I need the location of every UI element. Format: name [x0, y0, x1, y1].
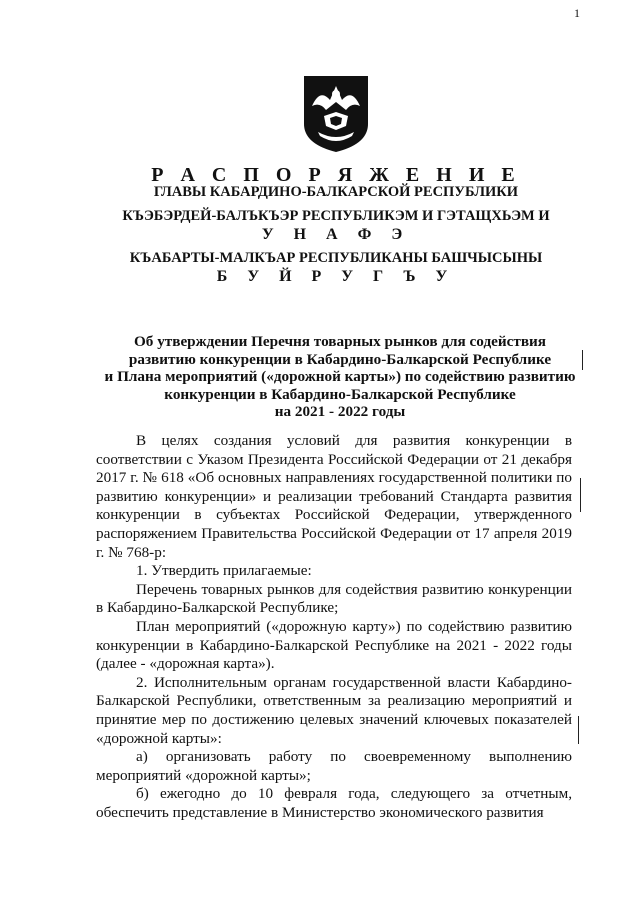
paragraph-item-2: 2. Исполнительным органам государственной власти Кабардино-Балкарской Республики, ответственным за реализацию мероприятий и принятие мер по достижению целевых значений ключевых показателей «дорожной карты»: [96, 673, 572, 747]
balkar-title-line1: КЪАБАРТЫ-МАЛКЪАР РЕСПУБЛИКАНЫ БАШЧЫСЫНЫ [129, 250, 543, 266]
paragraph-preamble: В целях создания условий для развития конкуренции в соответствии с Указом Президента Российской Федерации от 21 декабря 2017 г. № 618 «Об основных направлениях государственной политики по развитию конкуренции» и реализации требований Стандарта развития конкуренции в субъектах Российской Федерации, утвержденного распоряжением Правительства Российской Федерации от 17 апреля 2019 г. № 768-р: [96, 432, 572, 561]
subject-line: развитию конкуренции в Кабардино-Балкарской Республике [128, 350, 552, 368]
kabardian-title-line1: КЪЭБЭРДЕЙ-БАЛЪКЪЭР РЕСПУБЛИКЭМ И ГЭТАЩХЬЭМ И [122, 208, 550, 224]
subject-line: конкуренции в Кабардино-Балкарской Республике [164, 385, 516, 403]
paragraph-road-map: План мероприятий («дорожную карту») по содействию развитию конкуренции в Кабардино-Балкарской Республике на 2021 - 2022 годы (далее - «дорожная карта»). [96, 617, 572, 673]
paragraph-item-2b: б) ежегодно до 10 февраля года, следующего за отчетным, обеспечить представление в Министерство экономического развития [96, 785, 572, 821]
margin-mark [582, 350, 583, 370]
subject-line: Об утверждении Перечня товарных рынков для содействия [133, 333, 547, 350]
kabardian-title-line2: У Н А Ф Э [261, 226, 411, 243]
balkar-title-line2: Б У Й Р У Г Ъ У [216, 268, 456, 285]
coat-of-arms-icon [300, 72, 372, 154]
document-subject [80, 333, 600, 421]
margin-mark [578, 716, 579, 744]
subject-line: на 2021 - 2022 годы [274, 403, 406, 420]
document-title: Р А С П О Р Я Ж Е Н И Е [151, 164, 521, 186]
page-marker: 1 [574, 6, 580, 20]
document-body [96, 432, 572, 822]
paragraph-item-1: 1. Утвердить прилагаемые: [136, 562, 312, 580]
subject-line: и Плана мероприятий («дорожной карты») по содействию развитию [104, 368, 576, 385]
paragraph-item-2a: а) организовать работу по своевременному выполнению мероприятий «дорожной карты»; [96, 748, 572, 784]
paragraph-list-of-markets: Перечень товарных рынков для содействия развитию конкуренции в Кабардино-Балкарской Республике; [96, 580, 572, 617]
document-subtitle: ГЛАВЫ КАБАРДИНО-БАЛКАРСКОЙ РЕСПУБЛИКИ [153, 184, 519, 200]
margin-mark [580, 478, 581, 512]
